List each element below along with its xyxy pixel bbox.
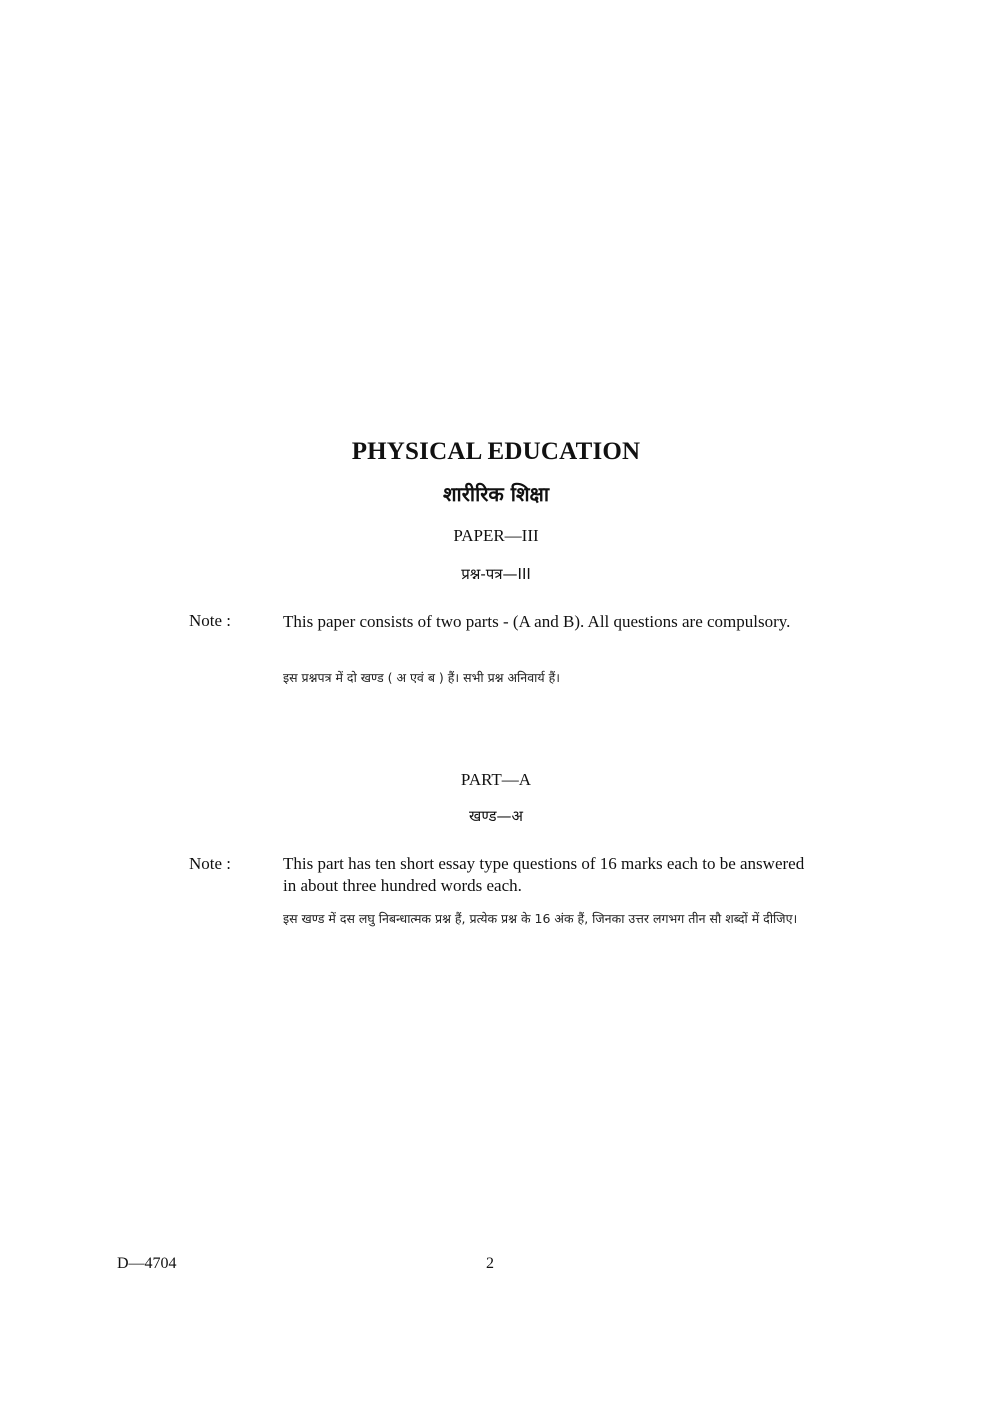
part-note-text-hindi: इस खण्ड में दस लघु निबन्धात्मक प्रश्न हैं, प्रत्येक प्रश्न के 16 अंक हैं, जिनका उत्तर लगभग तीन सौ शब्दों में दीजिए। — [283, 911, 798, 926]
part-note-text: This part has ten short essay type questions of 16 marks each to be answered in about three hundred words each. — [283, 854, 805, 895]
part-heading-hindi: खण्ड—अ — [469, 807, 523, 825]
part-heading: PART—A — [460, 770, 532, 789]
note-text-hindi: इस प्रश्नपत्र में दो खण्ड ( अ एवं ब ) हैं। सभी प्रश्न अनिवार्य हैं। — [283, 670, 561, 685]
paper-label: PAPER—III — [453, 526, 539, 545]
document-code: D—4704 — [117, 1255, 177, 1272]
page-title: PHYSICAL EDUCATION — [351, 438, 641, 465]
page-title-hindi: शारीरिक शिक्षा — [442, 482, 550, 506]
note-text: This paper consists of two parts - (A and B). All questions are compulsory. — [283, 612, 791, 631]
note-label: Note : — [189, 611, 232, 630]
paper-label-hindi: प्रश्न-पत्र—III — [461, 565, 531, 583]
part-note-label: Note : — [189, 854, 232, 873]
page-number: 2 — [486, 1255, 494, 1272]
